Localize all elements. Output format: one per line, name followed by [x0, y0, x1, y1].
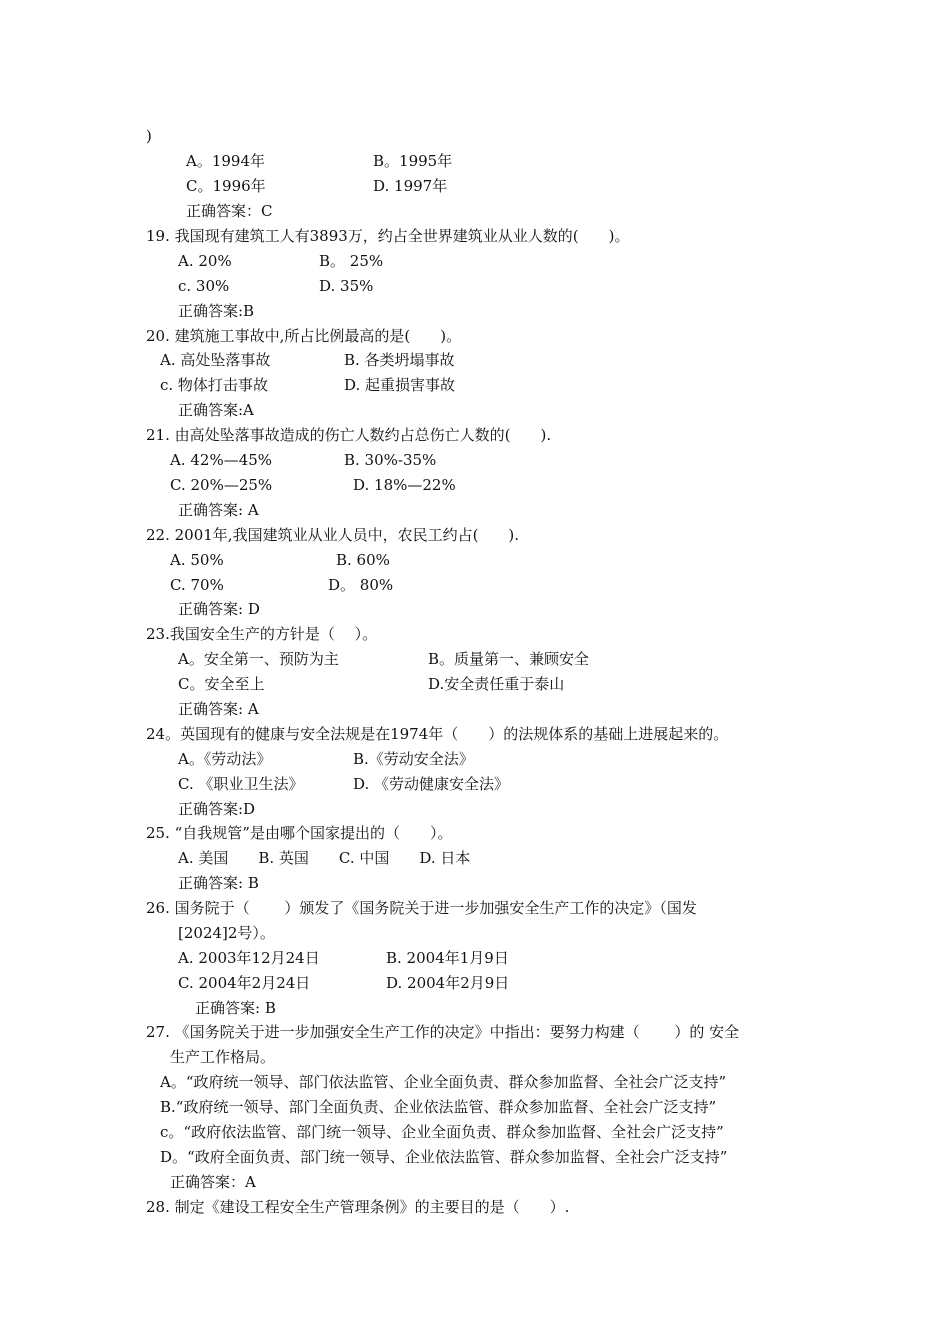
option-a: A。《劳动法》: [178, 750, 272, 768]
question-20: 20. 建筑施工事故中,所占比例最高的是( )。: [146, 327, 462, 345]
option-b: B. 30%-35%: [344, 451, 437, 469]
options-row: A. 美国 B. 英国 C. 中国 D. 日本: [178, 849, 471, 867]
question-26-cont: [2024]2号）。: [178, 924, 275, 942]
option-d: D. 1997年: [373, 177, 448, 195]
text-line: ): [146, 127, 152, 145]
option-d: D. 起重损害事故: [344, 376, 456, 394]
answer: 正确答案: D: [178, 600, 260, 618]
question-25: 25. “自我规管”是由哪个国家提出的（ ）。: [146, 824, 453, 842]
option-d: D.安全责任重于泰山: [428, 675, 565, 693]
option-c: c。“政府依法监管、部门统一领导、企业全面负责、群众参加监督、全社会广泛支持”: [160, 1123, 724, 1141]
question-19: 19. 我国现有建筑工人有3893万，约占全世界建筑业从业人数的( )。: [146, 227, 630, 245]
question-24: 24。英国现有的健康与安全法规是在1974年（ ）的法规体系的基础上进展起来的。: [146, 725, 729, 743]
question-27: 27. 《国务院关于进一步加强安全生产工作的决定》中指出：要努力构建（ ）的 安全: [146, 1023, 740, 1041]
answer: 正确答案：C: [186, 202, 273, 220]
answer: 正确答案:B: [178, 302, 255, 320]
option-b: B。1995年: [373, 152, 453, 170]
question-26: 26. 国务院于（ ）颁发了《国务院关于进一步加强安全生产工作的决定》（国发: [146, 899, 697, 917]
answer: 正确答案:D: [178, 800, 256, 818]
option-d: D。“政府全面负责、部门统一领导、企业依法监管、群众参加监督、全社会广泛支持”: [160, 1148, 728, 1166]
option-a: A. 高处坠落事故: [160, 351, 271, 369]
question-27-cont: 生产工作格局。: [170, 1048, 276, 1066]
answer: 正确答案:A: [178, 401, 254, 419]
option-a: A. 20%: [178, 252, 232, 270]
option-a: A。1994年: [186, 152, 266, 170]
option-c: C。安全至上: [178, 675, 265, 693]
option-b: B.“政府统一领导、部门全面负责、企业依法监管、群众参加监督、全社会广泛支持”: [160, 1098, 717, 1116]
option-c: C. 2004年2月24日: [178, 974, 311, 992]
option-b: B.《劳动安全法》: [353, 750, 474, 768]
option-b: B. 2004年1月9日: [386, 949, 509, 967]
question-28: 28. 制定《建设工程安全生产管理条例》的主要目的是（ ）.: [146, 1198, 570, 1216]
answer: 正确答案：A: [170, 1173, 256, 1191]
option-d: D。 80%: [328, 576, 394, 594]
question-22: 22. 2001年,我国建筑业从业人员中，农民工约占( ).: [146, 526, 520, 544]
option-a: A. 2003年12月24日: [178, 949, 320, 967]
answer: 正确答案: B: [195, 999, 276, 1017]
option-a: A. 42%—45%: [170, 451, 273, 469]
option-c: c. 30%: [178, 277, 230, 295]
option-b: B. 各类坍塌事故: [344, 351, 455, 369]
option-c: C. 《职业卫生法》: [178, 775, 304, 793]
option-a: A. 50%: [170, 551, 224, 569]
option-d: D. 35%: [319, 277, 374, 295]
answer: 正确答案: A: [178, 501, 259, 519]
answer: 正确答案: B: [178, 874, 259, 892]
answer: 正确答案: A: [178, 700, 259, 718]
question-23: 23.我国安全生产的方针是（ ）。: [146, 625, 378, 643]
option-c: C. 20%—25%: [170, 476, 273, 494]
option-d: D. 《劳动健康安全法》: [353, 775, 510, 793]
option-c: c. 物体打击事故: [160, 376, 268, 394]
option-b: B. 60%: [336, 551, 390, 569]
option-a: A。安全第一、预防为主: [178, 650, 339, 668]
option-d: D. 2004年2月9日: [386, 974, 510, 992]
option-d: D. 18%—22%: [353, 476, 456, 494]
option-c: C. 70%: [170, 576, 224, 594]
option-b: B。质量第一、兼顾安全: [428, 650, 590, 668]
option-c: C。1996年: [186, 177, 266, 195]
option-a: A。“政府统一领导、部门依法监管、企业全面负责、群众参加监督、全社会广泛支持”: [160, 1073, 727, 1091]
option-b: B。 25%: [319, 252, 384, 270]
question-21: 21. 由高处坠落事故造成的伤亡人数约占总伤亡人数的( ).: [146, 426, 552, 444]
